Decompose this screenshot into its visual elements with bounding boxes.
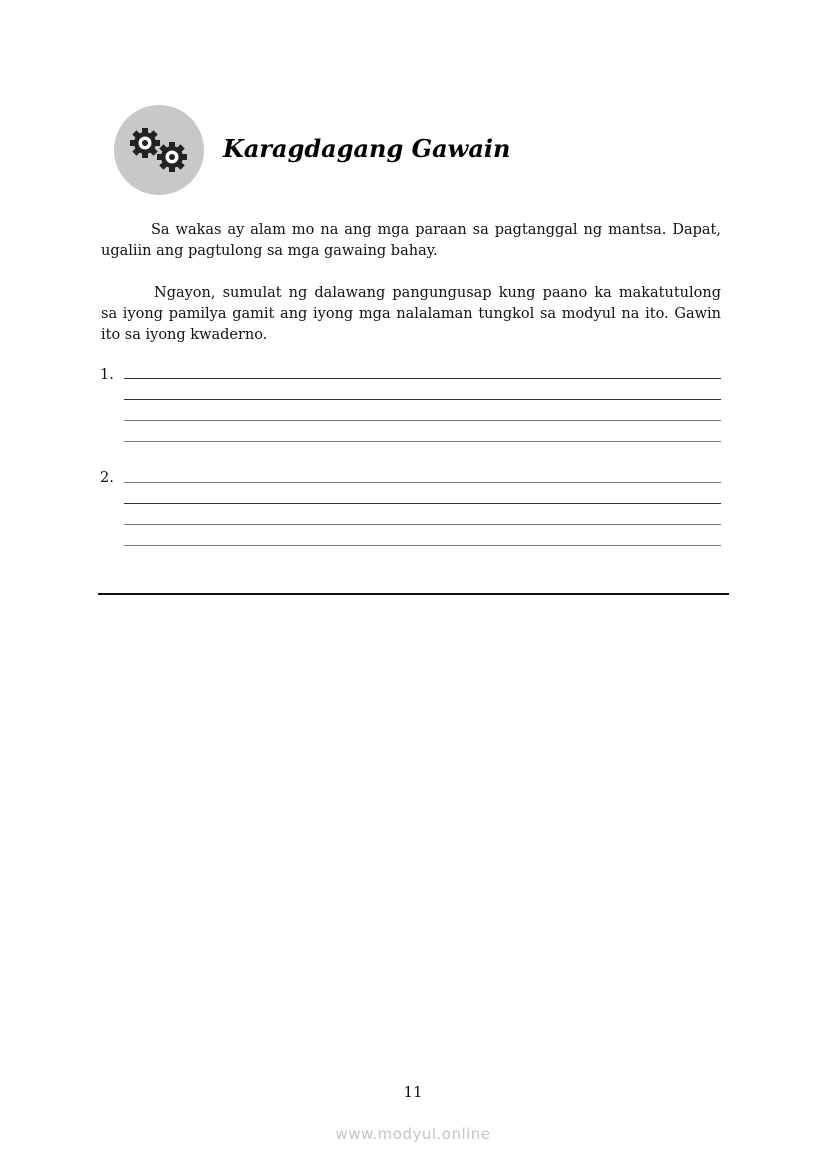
section-badge xyxy=(114,105,204,195)
instruction-paragraph-1 xyxy=(101,220,721,262)
section-divider xyxy=(98,593,729,595)
answer-line[interactable] xyxy=(124,441,721,442)
answer-line[interactable] xyxy=(124,399,721,400)
instruction-paragraph-2 xyxy=(101,283,721,346)
answer-line[interactable] xyxy=(124,524,721,525)
gears-icon xyxy=(114,105,204,195)
instruction-text-1: Sa wakas ay alam mo na ang mga paraan sa pagtanggal ng mantsa. Dapat, ugaliin ang pagtulong sa mga gawaing bahay. xyxy=(101,222,721,259)
answer-line[interactable] xyxy=(124,503,721,504)
answer-line[interactable] xyxy=(124,482,721,483)
answer-line[interactable] xyxy=(124,545,721,546)
page-number: 11 xyxy=(403,1083,423,1101)
instruction-text-2: Ngayon, sumulat ng dalawang pangungusap kung paano ka makatutulong sa iyong pamilya gamit ang iyong mga nalalaman tungkol sa modyul na ito. Gawin ito sa iyong kwaderno. xyxy=(101,285,721,343)
page-title: Karagdagang Gawain xyxy=(223,134,511,163)
answer-number-1: 1. xyxy=(100,367,114,383)
watermark: www.modyul.online xyxy=(335,1125,491,1143)
answer-line[interactable] xyxy=(124,420,721,421)
answer-line[interactable] xyxy=(124,378,721,379)
answer-number-2: 2. xyxy=(100,470,114,486)
